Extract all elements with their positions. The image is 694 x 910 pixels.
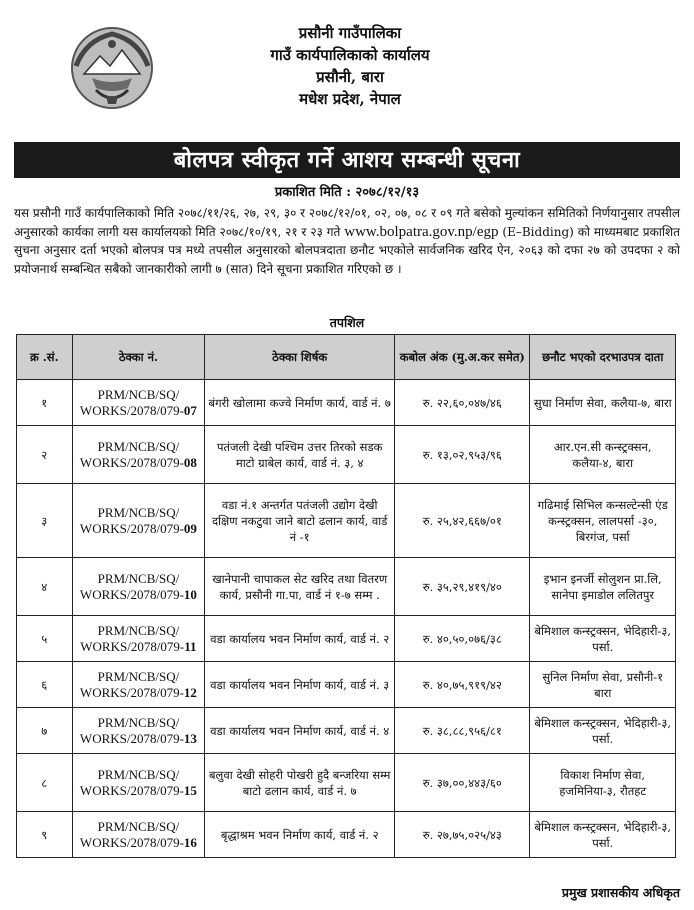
row-sn: २ bbox=[17, 426, 73, 484]
contract-no-serial: 13 bbox=[183, 730, 197, 746]
row-contract-no bbox=[72, 616, 205, 662]
contract-no-serial: 12 bbox=[183, 684, 197, 700]
schedule-heading: तपशिल bbox=[329, 315, 365, 330]
row-title: बलुवा देखी सोहरी पोखरी हुदै बन्जरिया सम्म बाटो ढलान कार्य, वार्ड नं. ७ bbox=[205, 754, 395, 812]
row-amount: रु. ३७,००,४४३/६० bbox=[395, 754, 530, 812]
contract-no-part2: WORKS/2078/079- bbox=[79, 730, 184, 746]
contract-no-part2: WORKS/2078/079- bbox=[79, 454, 184, 470]
row-contract-no bbox=[72, 812, 205, 858]
row-amount: रु. २५,४२,६६७/०१ bbox=[395, 484, 530, 558]
letterhead bbox=[0, 0, 694, 135]
contract-no-part1: PRM/NCB/SQ/ bbox=[97, 668, 180, 684]
table-row bbox=[17, 484, 676, 558]
row-contract-no bbox=[72, 558, 205, 616]
row-contract-no bbox=[72, 708, 205, 754]
contract-no-serial: 15 bbox=[183, 782, 197, 798]
row-title: बृद्धाश्रम भवन निर्माण कार्य, वार्ड नं. २ bbox=[205, 812, 395, 858]
row-sn: ९ bbox=[17, 812, 73, 858]
row-amount: रु. १३,०२,९५३/९६ bbox=[395, 426, 530, 484]
office-name-block bbox=[190, 22, 510, 110]
row-bidder: बेमिशाल कन्स्ट्रक्सन, भेदिहारी-३, पर्सा. bbox=[530, 708, 676, 754]
contract-no-part1: PRM/NCB/SQ/ bbox=[97, 504, 180, 520]
row-title: बंगरी खोलामा कज्वे निर्माण कार्य, वार्ड नं. ७ bbox=[205, 380, 395, 426]
table-row bbox=[17, 812, 676, 858]
row-sn: ५ bbox=[17, 616, 73, 662]
egp-url-link[interactable]: www.bolpatra.gov.np/egp bbox=[344, 223, 499, 240]
table-row bbox=[17, 662, 676, 708]
table-row bbox=[17, 754, 676, 812]
contract-no-part1: PRM/NCB/SQ/ bbox=[97, 622, 180, 638]
office-address: प्रसौनी, बारा bbox=[316, 68, 384, 86]
row-sn: ३ bbox=[17, 484, 73, 558]
publication-date: प्रकाशित मिति : २०७८/१२/१३ bbox=[274, 185, 420, 200]
table-row bbox=[17, 558, 676, 616]
contract-no-part2: WORKS/2078/079- bbox=[79, 520, 184, 536]
contract-no-part1: PRM/NCB/SQ/ bbox=[97, 766, 180, 782]
row-amount: रु. ३५,२९,४१९/४० bbox=[395, 558, 530, 616]
contract-no-serial: 11 bbox=[184, 638, 197, 654]
row-contract-no bbox=[72, 662, 205, 708]
row-bidder: सुधा निर्माण सेवा, कलैया-७, बारा bbox=[530, 380, 676, 426]
col-header-title: ठेक्का शिर्षक bbox=[205, 335, 395, 380]
table-row bbox=[17, 708, 676, 754]
row-title: पतंजली देखी पश्चिम उत्तर तिरको सडक माटो ग्राबेल कार्य, वार्ड नं. ३, ४ bbox=[205, 426, 395, 484]
row-amount: रु. ४०,७५,९१९/४२ bbox=[395, 662, 530, 708]
col-header-amount: कबोल अंक (मु.अ.कर समेत) bbox=[395, 335, 530, 380]
nepal-emblem-icon bbox=[66, 22, 158, 114]
col-header-bidder: छनौट भएको दरभाउपत्र दाता bbox=[530, 335, 676, 380]
row-contract-no bbox=[72, 484, 205, 558]
table-row bbox=[17, 426, 676, 484]
notice-body bbox=[14, 204, 680, 278]
row-amount: रु. २२,६०,०४७/४६ bbox=[395, 380, 530, 426]
notice-text-part1: यस प्रसौनी गाउँ कार्यपालिकाको मिति २०७८/११/२६, २७, २९, ३० र २०७८/१२/०१, ०२, ०७, ०८ र ०९ गते बसेको मुल्यांकन समितिको निर्णयानुसार तपसील अनुसारको कार्यका लागी यस कार्यालयको मिति २०७८/१०/१९, २१ र २३ गते bbox=[14, 206, 680, 239]
row-bidder: इभान इनर्जी सोलुशन प्रा.लि, सानेपा इमाडोल ललितपुर bbox=[530, 558, 676, 616]
row-bidder: गढिमाई सिभिल कन्सल्टेन्सी एंड कन्स्ट्रक्सन, लालपर्सा -३०, बिरगंज, पर्सा bbox=[530, 484, 676, 558]
row-bidder: बेमिशाल कन्स्ट्रक्सन, भेदिहारी-३, पर्सा. bbox=[530, 616, 676, 662]
signatory-title: प्रमुख प्रशासकीय अधिकृत bbox=[561, 885, 680, 900]
row-bidder: आर.एन.सी कन्स्ट्रक्सन, कलैया-४, बारा bbox=[530, 426, 676, 484]
row-amount: रु. ४०,५०,०७६/३८ bbox=[395, 616, 530, 662]
table-row bbox=[17, 380, 676, 426]
contract-no-part2: WORKS/2078/079- bbox=[79, 834, 184, 850]
row-bidder: सुनिल निर्माण सेवा, प्रसौनी-१ बारा bbox=[530, 662, 676, 708]
office-name: गाउँ कार्यपालिकाको कार्यालय bbox=[270, 46, 430, 64]
contract-no-part1: PRM/NCB/SQ/ bbox=[97, 570, 180, 586]
row-title: खानेपानी चापाकल सेट खरिद तथा वितरण कार्य, प्रसौनी गा.पा, वार्ड नं १-७ सम्म . bbox=[205, 558, 395, 616]
col-header-contract-no: ठेक्का नं. bbox=[72, 335, 205, 380]
row-sn: ४ bbox=[17, 558, 73, 616]
row-title: वडा कार्यालय भवन निर्माण कार्य, वार्ड नं. ३ bbox=[205, 662, 395, 708]
contract-no-part2: WORKS/2078/079- bbox=[79, 684, 184, 700]
notice-text-part2: (E–Bidding) को माध्यमबाट प्रकाशित सुचना अनुसार दर्ता भएको बोलपत्र पत्र मध्ये तपसील अनुसारको बोलपत्रदाता छनौट भएकोले सार्वजनिक खरिद ऐन, २०६३ को दफा २७ को उपदफा २ को प्रयोजनार्थ सम्बन्धित सबैको जानकारीको लागी ७ (सात) दिने सूचना प्रकाशित गरिएको छ । bbox=[14, 224, 681, 276]
bid-schedule-table bbox=[16, 334, 676, 858]
notice-title-banner: बोलपत्र स्वीकृत गर्ने आशय सम्बन्धी सूचना bbox=[14, 142, 680, 178]
contract-no-part2: WORKS/2078/079- bbox=[79, 402, 184, 418]
row-title: वडा कार्यालय भवन निर्माण कार्य, वार्ड नं. ४ bbox=[205, 708, 395, 754]
contract-no-part1: PRM/NCB/SQ/ bbox=[97, 714, 180, 730]
row-amount: रु. २७,७५,०२५/४३ bbox=[395, 812, 530, 858]
row-contract-no bbox=[72, 754, 205, 812]
table-header-row bbox=[17, 335, 676, 380]
contract-no-part2: WORKS/2078/079- bbox=[79, 586, 184, 602]
table-row bbox=[17, 616, 676, 662]
row-sn: ८ bbox=[17, 754, 73, 812]
row-sn: ७ bbox=[17, 708, 73, 754]
contract-no-part1: PRM/NCB/SQ/ bbox=[97, 386, 180, 402]
contract-no-part1: PRM/NCB/SQ/ bbox=[97, 438, 180, 454]
contract-no-serial: 08 bbox=[183, 454, 197, 470]
row-contract-no bbox=[72, 380, 205, 426]
row-bidder: विकाश निर्माण सेवा, हजमिनिया-३, रौतहट bbox=[530, 754, 676, 812]
row-title: वडा नं.१ अन्तर्गत पतंजली उद्योग देखी दक्षिण नकटुवा जाने बाटो ढलान कार्य, वार्ड नं -१ bbox=[205, 484, 395, 558]
col-header-sn: क्र .सं. bbox=[17, 335, 73, 380]
contract-no-serial: 09 bbox=[183, 520, 197, 536]
contract-no-part2: WORKS/2078/079- bbox=[79, 782, 184, 798]
contract-no-part2: WORKS/2078/079- bbox=[80, 638, 185, 654]
contract-no-part1: PRM/NCB/SQ/ bbox=[97, 818, 180, 834]
contract-no-serial: 07 bbox=[183, 402, 197, 418]
municipality-name: प्रसौनी गाउँपालिका bbox=[298, 24, 402, 42]
row-bidder: बेमिशाल कन्स्ट्रक्सन, भेदिहारी-३, पर्सा. bbox=[530, 812, 676, 858]
row-title: वडा कार्यालय भवन निर्माण कार्य, वार्ड नं. २ bbox=[205, 616, 395, 662]
contract-no-serial: 10 bbox=[183, 586, 197, 602]
row-sn: ६ bbox=[17, 662, 73, 708]
row-sn: १ bbox=[17, 380, 73, 426]
contract-no-serial: 16 bbox=[183, 834, 197, 850]
row-contract-no bbox=[72, 426, 205, 484]
row-amount: रु. ३८,८८,९५६/८१ bbox=[395, 708, 530, 754]
province-country: मधेश प्रदेश, नेपाल bbox=[299, 90, 401, 108]
